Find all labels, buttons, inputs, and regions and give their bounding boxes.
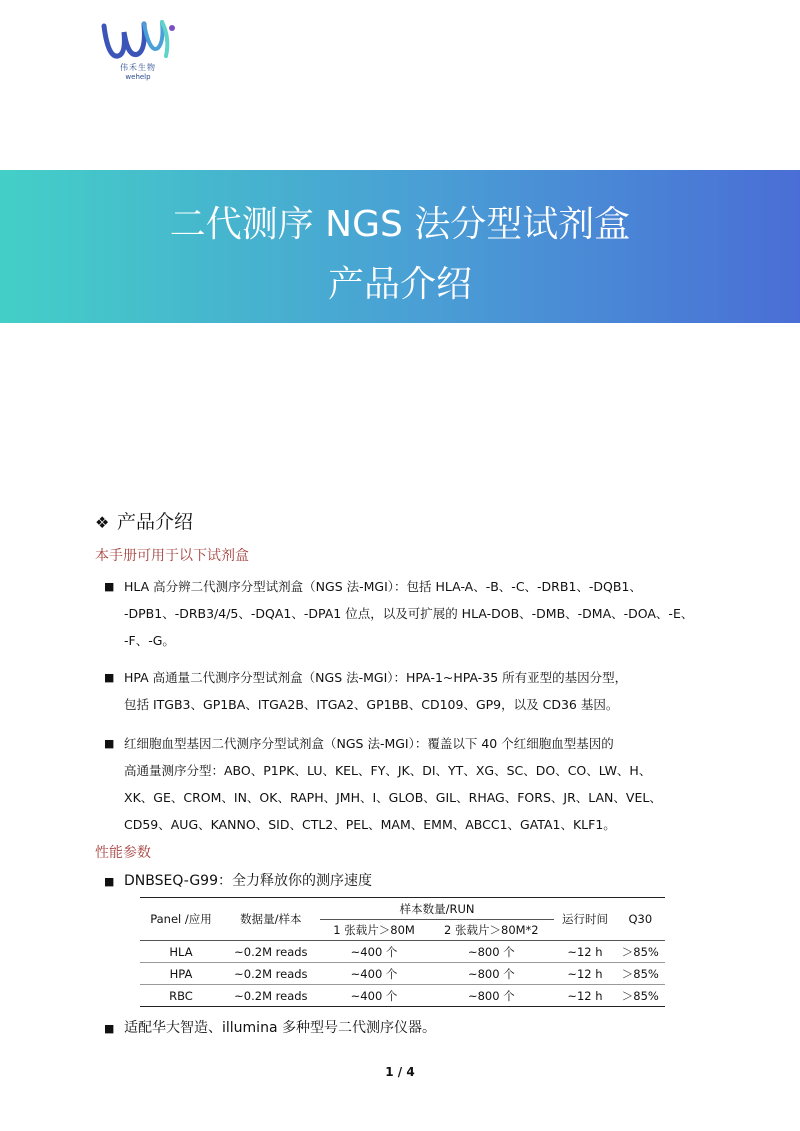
table-cell: ＞85% <box>621 944 659 959</box>
square-bullet-icon: ■ <box>104 1022 115 1035</box>
header-runtime: 运行时间 <box>554 898 615 941</box>
table-cell: ~800 个 <box>467 944 515 959</box>
page-number: 1 / 4 <box>385 1065 415 1079</box>
table-cell: HPA <box>140 963 222 985</box>
paragraph-line: HLA 高分辨二代测序分型试剂盒（NGS 法-MGI）：包括 HLA-A、-B、-C、-DRB1、-DQB1、 <box>124 579 642 594</box>
company-logo <box>100 18 190 80</box>
paragraph-line: HPA 高通量二代测序分型试剂盒（NGS 法-MGI）：HPA-1~HPA-35 所有亚型的基因分型， <box>124 670 628 685</box>
paragraph-line: 高通量测序分型：ABO、P1PK、LU、KEL、FY、JK、DI、YT、XG、SC、DO、CO、LW、H、 <box>124 763 652 778</box>
square-bullet-icon: ■ <box>104 875 115 888</box>
header-q30: Q30 <box>616 898 665 941</box>
header-data: 数据量/样本 <box>222 898 320 941</box>
table-cell: ~0.2M reads <box>234 944 308 959</box>
table-cell: RBC <box>140 985 222 1007</box>
table-cell: ~400 个 <box>320 985 429 1007</box>
paragraph-line: 包括 ITGB3、GP1BA、ITGA2B、ITGA2、GP1BB、CD109、GP9，以及 CD36 基因。 <box>124 697 619 712</box>
kit-item-hpa <box>124 664 724 718</box>
performance-table <box>140 897 665 1007</box>
kit-item-rbc <box>124 730 724 838</box>
paragraph-line: CD59、AUG、KANNO、SID、CTL2、PEL、MAM、EMM、ABCC1、GATA1、KLF1。 <box>124 817 616 832</box>
table-cell: ~400 个 <box>320 963 429 985</box>
kit-item-hla <box>124 573 724 654</box>
table-cell: ~800 个 <box>428 963 554 985</box>
section-title <box>95 507 193 534</box>
header-chip2: 2 张载片＞80M*2 <box>428 920 554 941</box>
paragraph-line: -DPB1、-DRB3/4/5、-DQA1、-DPA1 位点，以及可扩展的 HLA-DOB、-DMB、-DMA、-DOA、-E、 <box>124 606 694 621</box>
perf-item: DNBSEQ-G99：全力释放你的测序速度 <box>124 873 372 889</box>
banner-title-line2: 产品介绍 <box>327 264 472 305</box>
table-cell: ~400 个 <box>350 944 398 959</box>
logo-chinese-name: 伟禾生物 <box>120 63 156 72</box>
paragraph-line: 红细胞血型基因二代测序分型试剂盒（NGS 法-MGI）：覆盖以下 40 个红细胞血型基因的 <box>124 736 614 751</box>
table-cell: ~800 个 <box>428 985 554 1007</box>
header-samples: 样本数量/RUN <box>320 898 555 920</box>
wehelp-logo-icon <box>100 18 180 64</box>
table-cell: ＞85% <box>616 985 665 1007</box>
table-cell: ~12 h <box>567 944 603 959</box>
square-bullet-icon: ■ <box>104 737 115 750</box>
header-chip1: 1 张载片＞80M <box>320 920 429 941</box>
diamond-bullet-icon: ❖ <box>95 513 110 532</box>
table-row <box>140 941 665 963</box>
paragraph-line: -F、-G。 <box>124 633 175 648</box>
heading-performance: 性能参数 <box>95 845 151 861</box>
table-cell: ~12 h <box>554 985 615 1007</box>
heading-kits: 本手册可用于以下试剂盒 <box>95 548 249 564</box>
section-title-text: 产品介绍 <box>117 511 194 533</box>
paragraph-line: XK、GE、CROM、IN、OK、RAPH、JMH、I、GLOB、GIL、RHAG、FORS、JR、LAN、VEL、 <box>124 790 662 805</box>
header-panel: Panel /应用 <box>140 898 222 941</box>
square-bullet-icon: ■ <box>104 580 115 593</box>
compat-item: 适配华大智造、illumina 多种型号二代测序仪器。 <box>124 1020 436 1036</box>
table-cell: ~12 h <box>554 963 615 985</box>
table-cell: ＞85% <box>616 963 665 985</box>
square-bullet-icon: ■ <box>104 671 115 684</box>
table-cell: ~0.2M reads <box>222 985 320 1007</box>
table-cell: HLA <box>169 944 193 959</box>
table-row <box>140 963 665 985</box>
logo-english-name: wehelp <box>125 73 151 81</box>
banner-title-line1: 二代测序 NGS 法分型试剂盒 <box>169 204 631 245</box>
table-cell: ~0.2M reads <box>222 963 320 985</box>
table-row <box>140 985 665 1007</box>
